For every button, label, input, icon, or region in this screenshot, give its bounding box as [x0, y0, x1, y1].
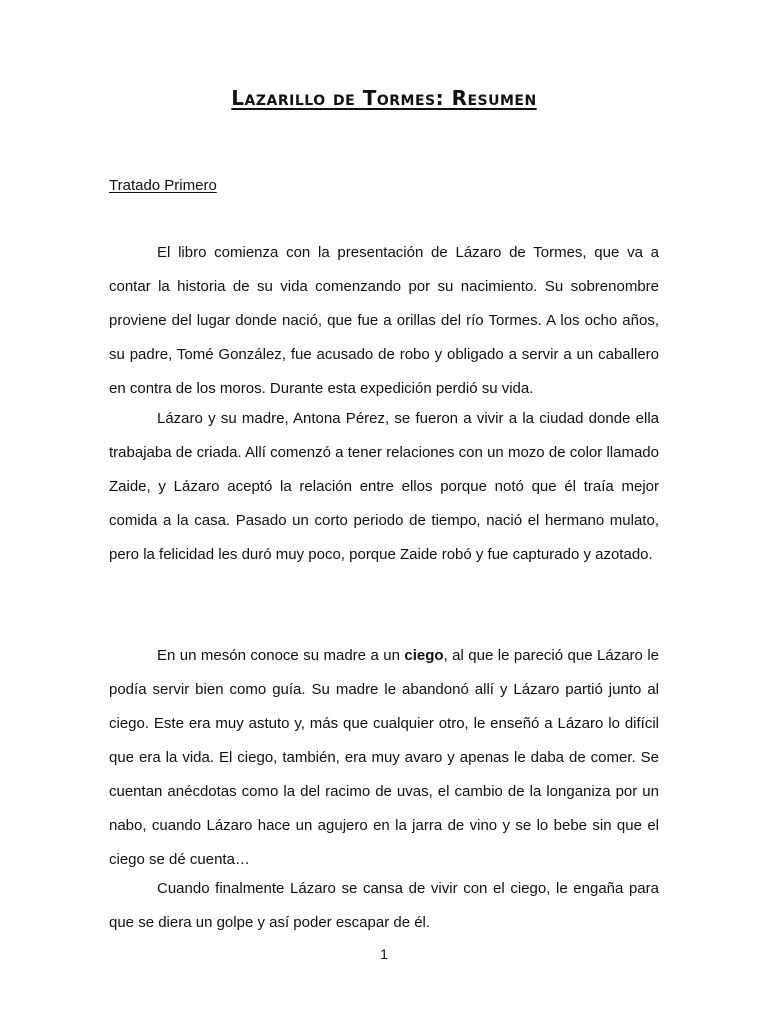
paragraph-4-text: Cuando finalmente Lázaro se cansa de vivir con el ciego, le engaña para que se diera un golpe y así poder escapar de él. [109, 880, 659, 931]
section-heading: Tratado Primero [109, 177, 217, 194]
paragraph-1-text: El libro comienza con la presentación de Lázaro de Tormes, que va a contar la historia de su vida comenzando por su nacimiento. Su sobrenombre proviene del lugar donde nació, que fue a orillas del río Tormes. A los ocho años, su padre, Tomé González, fue acusado de robo y obligado a servir a un caballero en contra de los moros. Durante esta expedición perdió su vida. [109, 244, 659, 397]
paragraph-3-rest: , al que le pareció que Lázaro le podía servir bien como guía. Su madre le abandonó allí y Lázaro partió junto al ciego. Este era muy astuto y, más que cualquier otro, le enseñó a Lázaro lo difícil que era la vida. El ciego, también, era muy avaro y apenas le daba de comer. Se cuentan anécdotas como la del racimo de uvas, el cambio de la longaniza por un nabo, cuando Lázaro hace un agujero en la jarra de vino y se lo bebe sin que el ciego se dé cuenta… [109, 647, 659, 868]
paragraph-2 [109, 402, 659, 572]
paragraph-3 [109, 639, 659, 877]
page-number: 1 [380, 946, 388, 962]
paragraph-3-lead: En un mesón conoce su madre a un [157, 647, 405, 664]
paragraph-4 [109, 872, 659, 940]
paragraph-3-text [109, 639, 659, 877]
paragraph-2-text: Lázaro y su madre, Antona Pérez, se fueron a vivir a la ciudad donde ella trabajaba de criada. Allí comenzó a tener relaciones con un mozo de color llamado Zaide, y Lázaro aceptó la relación entre ellos porque notó que él traía mejor comida a la casa. Pasado un corto periodo de tiempo, nació el hermano mulato, pero la felicidad les duró muy poco, porque Zaide robó y fue capturado y azotado. [109, 410, 659, 563]
document-title: Lazarillo de Tormes: Resumen [231, 86, 537, 110]
paragraph-3-bold-word: ciego [404, 647, 444, 664]
paragraph-1 [109, 236, 659, 406]
